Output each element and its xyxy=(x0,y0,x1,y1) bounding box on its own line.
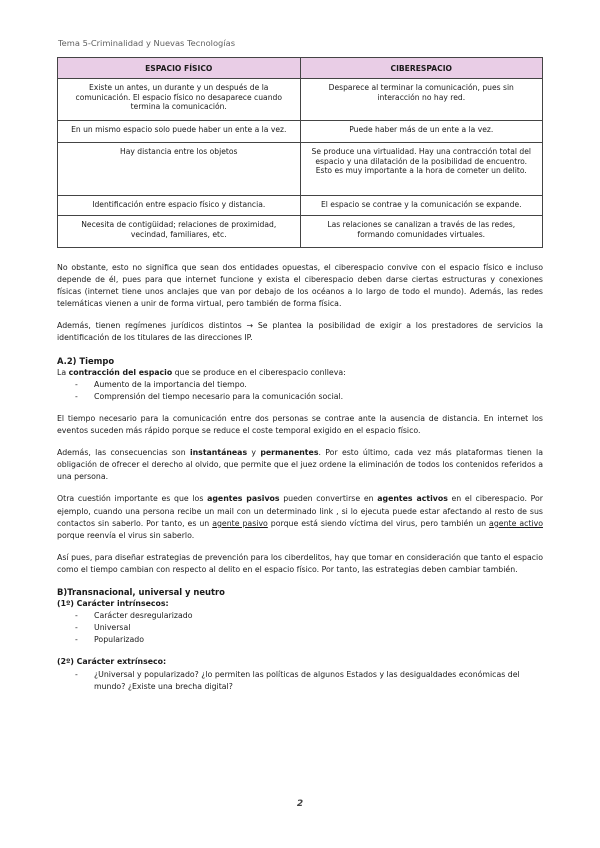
paragraph: Además, las consecuencias son instantáneas y permanentes. Por esto último, cada vez más plataformas tienen la obligación de ofrecer el derecho al olvido, que permite que el juez ordene la eliminación de todos los contenidos referidos a una persona. xyxy=(57,448,544,482)
column-header-ciberespacio: CIBERESPACIO xyxy=(300,58,543,79)
section-heading-transnacional: B)Transnacional, universal y neutro xyxy=(57,586,225,597)
section-heading-tiempo: A.2) Tiempo xyxy=(57,355,115,366)
table-cell: Las relaciones se canalizan a través de las redes, formando comunidades virtuales. xyxy=(300,216,543,248)
table-cell: Desparece al terminar la comunicación, pues sin interacción no hay red. xyxy=(300,79,543,121)
table-row xyxy=(58,196,543,216)
table-cell: El espacio se contrae y la comunicación se expande. xyxy=(300,196,543,216)
paragraph: Otra cuestión importante es que los agentes pasivos pueden convertirse en agentes activos en el ciberespacio. Por ejemplo, cuando una persona recibe un mail con un determinado link , si lo ejecuta puede estar afectando al resto de sus contactos sin saberlo. Por tanto, es un agente pasivo porque está siendo víctima del virus, pero también un agente activo porque reenvía el virus sin saberlo. xyxy=(57,494,543,540)
table-header-row xyxy=(58,58,543,79)
table-cell: Identificación entre espacio físico y distancia. xyxy=(58,196,301,216)
table-cell: Hay distancia entre los objetos xyxy=(58,143,301,196)
paragraph: Además, tienen regímenes jurídicos distintos → Se plantea la posibilidad de exigir a los prestadores de servicios la identificación de los titulares de las direcciones IP. xyxy=(57,321,543,343)
paragraph: El tiempo necesario para la comunicación entre dos personas se contrae ante la ausencia de distancia. En internet los eventos suceden más rápido porque se reduce el coste temporal exigido en el espacio físico. xyxy=(57,413,543,436)
paragraph: Así pues, para diseñar estrategias de prevención para los ciberdelitos, hay que tomar en consideración que tanto el espacio como el tiempo cambian con respecto al delito en el espacio físico. Por tanto, las estrategias deben cambiar también. xyxy=(57,552,543,574)
table-cell: Existe un antes, un durante y un después de la comunicación. El espacio físico no desaparece cuando termina la comunicación. xyxy=(58,79,301,121)
list-item: - Comprensión del tiempo necesario para la comunicación social. xyxy=(57,391,543,403)
comparison-table xyxy=(57,57,543,248)
bullet-list xyxy=(57,610,543,646)
table-row xyxy=(58,216,543,248)
table-row xyxy=(58,121,543,143)
table-cell: Necesita de contigüidad; relaciones de proximidad, vecindad, familiares, etc. xyxy=(58,216,301,248)
list-item: - ¿Universal y popularizado? ¿lo permiten las políticas de algunos Estados y las desigualdades económicas del mundo? ¿Existe una brecha digital? xyxy=(57,669,543,693)
running-header: Tema 5-Criminalidad y Nuevas Tecnologías xyxy=(58,38,236,48)
subsection-heading-extrinseco: (2º) Carácter extrínseco: xyxy=(57,657,167,667)
bullet-list xyxy=(57,669,543,693)
table-row xyxy=(58,79,543,121)
subsection-heading-intrinsecos: (1º) Carácter intrínsecos: xyxy=(57,599,169,609)
paragraph: La contracción del espacio que se produce en el ciberespacio conlleva: xyxy=(57,367,346,377)
table-cell: Puede haber más de un ente a la vez. xyxy=(300,121,543,143)
page-number: 2 xyxy=(296,799,304,809)
table-row xyxy=(58,143,543,196)
paragraph: No obstante, esto no significa que sean dos entidades opuestas, el ciberespacio convive con el espacio físico e incluso depende de él, pues para que internet funcione y exista el ciberespacio deben darse ciertas estructuras y conexiones físicas (internet tiene unos anclajes que van por debajo de los océanos a lo largo de todo el mundo). Además, las redes telemáticas vienen a unir de forma virtual, pero también de forma física. xyxy=(57,263,543,309)
table-cell: En un mismo espacio solo puede haber un ente a la vez. xyxy=(58,121,301,143)
bullet-list xyxy=(57,379,543,403)
list-item: - Carácter desregularizado xyxy=(57,610,543,622)
body-content xyxy=(57,262,543,693)
list-item: - Popularizado xyxy=(57,634,543,646)
list-item: - Universal xyxy=(57,622,543,634)
column-header-espacio-fisico: ESPACIO FÍSICO xyxy=(58,58,301,79)
list-item: - Aumento de la importancia del tiempo. xyxy=(57,379,543,391)
table-cell: Se produce una virtualidad. Hay una contracción total del espacio y una dilatación de la posibilidad de encuentro. Esto es muy importante a la hora de cometer un delito. xyxy=(300,143,543,196)
